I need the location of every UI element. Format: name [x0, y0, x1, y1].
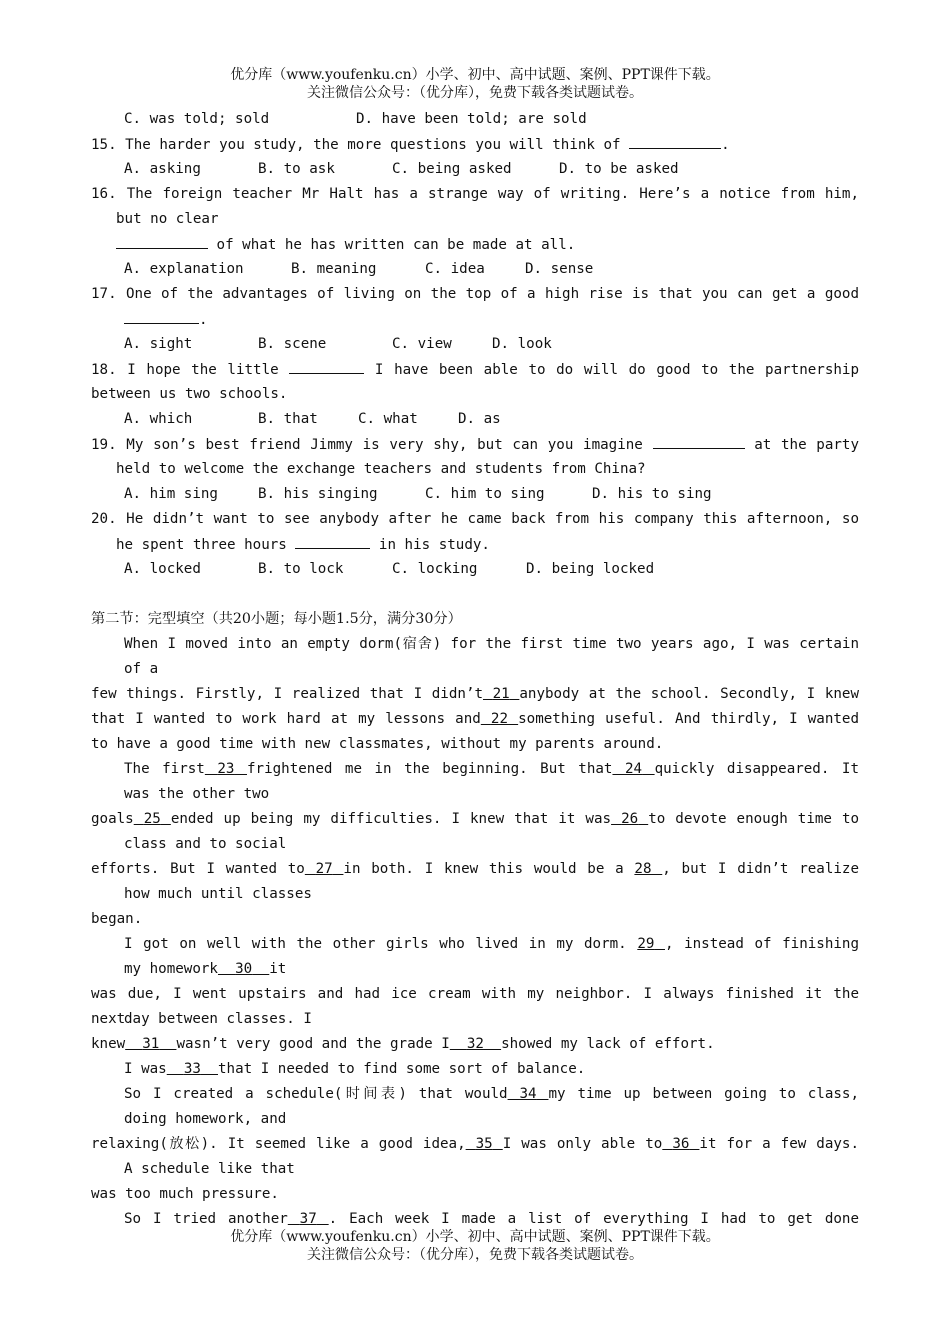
answer-blank	[629, 132, 721, 149]
blank-21	[483, 686, 519, 702]
page-header	[0, 66, 950, 102]
q18-option-a: A. which	[124, 411, 193, 427]
q20-stem-b: in his study.	[370, 537, 490, 553]
blank-31	[125, 1036, 176, 1052]
passage-text: knew	[91, 1036, 126, 1052]
q19-option-d: D. his to sing	[592, 486, 712, 502]
blank-33	[167, 1061, 218, 1077]
q17-option-d: D. look	[492, 336, 552, 352]
passage-line: was too much pressure.	[91, 1186, 279, 1202]
q14-option-c: C. was told; sold	[124, 111, 270, 127]
q15-option-a: A. asking	[124, 161, 201, 177]
page-footer	[0, 1228, 950, 1264]
passage-line: When I moved into an empty dorm(宿舍) for the first time two years ago, I was certain	[124, 636, 859, 652]
q20-option-b: B. to lock	[258, 561, 344, 577]
q18-option-d: D. as	[458, 411, 501, 427]
footer-line-2: 关注微信公众号：（优分库），免费下载各类试题试卷。	[307, 1247, 643, 1263]
blank-line	[91, 582, 859, 607]
q14-options	[91, 107, 859, 132]
blank-30	[218, 961, 269, 977]
passage-text: The first	[124, 761, 205, 777]
q16-stem-line-3-text: of what he has written can be made at all.	[208, 237, 576, 253]
blank-37	[288, 1211, 329, 1227]
passage-text: my homework	[124, 961, 218, 977]
q19-option-b: B. his singing	[258, 486, 378, 502]
blank-number: 28	[634, 861, 652, 877]
q16-option-d: D. sense	[525, 261, 594, 277]
q17-options	[91, 332, 859, 357]
q15-option-b: B. to ask	[258, 161, 335, 177]
passage-text: in both. I knew this would be a	[343, 861, 635, 877]
blank-23	[205, 761, 247, 777]
q20-option-a: A. locked	[124, 561, 201, 577]
q18-option-b: B. that	[258, 411, 318, 427]
passage-text: relaxing(放松). It seemed like a good idea,	[91, 1136, 466, 1152]
passage-line	[91, 857, 859, 882]
blank-number: 33	[183, 1061, 201, 1077]
answer-blank	[124, 307, 199, 324]
q19-stem-b: at the party	[744, 437, 859, 453]
passage-text: frightened me in the beginning. But that	[246, 761, 613, 777]
q19-option-a: A. him sing	[124, 486, 218, 502]
q15-stem-text: 15. The harder you study, the more questions you will think of	[91, 137, 621, 153]
passage-line	[91, 807, 859, 832]
passage-line	[91, 1132, 859, 1157]
passage-text: wasn’t very good and the grade I	[176, 1036, 450, 1052]
q15-option-c: C. being asked	[392, 161, 512, 177]
passage-text: So I tried another	[124, 1211, 288, 1227]
passage-text: So I created a schedule(时间表) that would	[124, 1086, 508, 1102]
q15-option-d: D. to be asked	[559, 161, 679, 177]
passage-text: efforts. But I wanted to	[91, 861, 305, 877]
passage-line: A schedule like that	[124, 1161, 295, 1177]
q16-stem-line-1: 16. The foreign teacher Mr Halt has a strange way of writing. Here’s a notice from him,	[91, 186, 859, 202]
q20-stem-line-1: 20. He didn’t want to see anybody after he came back from his company this afternoon, so	[91, 511, 859, 527]
footer-line-1: 优分库（www.youfenku.cn）小学、初中、高中试题、案例、PPT课件下载。	[230, 1229, 720, 1245]
blank-number: 32	[466, 1036, 484, 1052]
q20-stem-line-2	[91, 532, 859, 557]
q19-option-c: C. him to sing	[425, 486, 545, 502]
q15-stem-end: .	[721, 137, 730, 153]
passage-line: to have a good time with new classmates, without my parents around.	[91, 736, 664, 752]
blank-36	[662, 1136, 699, 1152]
passage-line	[91, 1032, 859, 1057]
q16-option-a: A. explanation	[124, 261, 244, 277]
answer-blank	[116, 232, 208, 249]
passage-text: few things. Firstly, I realized that I didn’t	[91, 686, 483, 702]
q16-option-b: B. meaning	[291, 261, 377, 277]
section-2-title: 第二节：完型填空（共20小题；每小题1.5分，满分30分）	[91, 611, 462, 627]
passage-text: ended up being my difficulties. I knew that it was	[170, 811, 612, 827]
q19-options	[91, 482, 859, 507]
blank-22	[481, 711, 518, 727]
passage-text: showed my lack of effort.	[501, 1036, 715, 1052]
passage-text: . Each week I made a list of everything I had to get done	[328, 1211, 859, 1227]
blank-number: 37	[299, 1211, 317, 1227]
blank-number: 27	[315, 861, 333, 877]
blank-number: 25	[143, 811, 161, 827]
passage-text: , but I didn’t realize	[662, 861, 859, 877]
q17-stem-line-2	[91, 307, 859, 332]
blank-32	[450, 1036, 501, 1052]
passage-line	[91, 1057, 859, 1082]
passage-text: that I needed to find some sort of balance.	[218, 1061, 586, 1077]
q18-stem-line-2: between us two schools.	[91, 386, 288, 402]
passage-line	[91, 707, 859, 732]
q18-stem-a: 18. I hope the little	[91, 362, 279, 378]
blank-number: 30	[235, 961, 253, 977]
q20-option-d: D. being locked	[526, 561, 655, 577]
q19-stem-a: 19. My son’s best friend Jimmy is very shy, but can you imagine	[91, 437, 643, 453]
blank-number: 23	[217, 761, 235, 777]
blank-number: 36	[672, 1136, 690, 1152]
passage-line: of a	[124, 661, 159, 677]
q19-stem-line-2: held to welcome the exchange teachers and students from China?	[116, 461, 646, 477]
passage-line	[91, 682, 859, 707]
blank-24	[612, 761, 654, 777]
passage-line: day between classes. I	[124, 1011, 312, 1027]
passage-line	[91, 932, 859, 957]
blank-number: 31	[142, 1036, 160, 1052]
q20-stem-a: he spent three hours	[116, 537, 287, 553]
blank-29	[637, 936, 665, 952]
q16-option-c: C. idea	[425, 261, 485, 277]
q20-option-c: C. locking	[392, 561, 478, 577]
q18-option-c: C. what	[358, 411, 418, 427]
passage-line	[91, 1082, 859, 1107]
passage-text: my time up between going to class,	[548, 1086, 860, 1102]
answer-blank	[289, 357, 364, 374]
q19-stem-line-1	[91, 432, 859, 457]
passage-line: doing homework, and	[124, 1111, 287, 1127]
q18-options	[91, 407, 859, 432]
q18-stem-b: I have been able to do will do good to the partnership	[364, 362, 860, 378]
blank-number: 22	[490, 711, 509, 727]
passage-text: quickly disappeared. It	[654, 761, 859, 777]
passage-text: it for a few days.	[699, 1136, 859, 1152]
blank-26	[611, 811, 648, 827]
blank-number: 35	[475, 1136, 493, 1152]
passage-text: goals	[91, 811, 134, 827]
q17-option-b: B. scene	[258, 336, 327, 352]
q15-stem	[91, 132, 859, 157]
q16-stem-line-2: but no clear	[116, 211, 219, 227]
blank-25	[134, 811, 171, 827]
blank-number: 34	[519, 1086, 537, 1102]
passage-text: I was only able to	[502, 1136, 663, 1152]
q17-option-c: C. view	[392, 336, 452, 352]
q18-stem-line-1	[91, 357, 859, 382]
blank-number: 29	[637, 936, 655, 952]
passage-text: that I wanted to work hard at my lessons and	[91, 711, 481, 727]
q17-stem-line-1: 17. One of the advantages of living on the top of a high rise is that you can get a good	[91, 286, 859, 302]
q17-option-a: A. sight	[124, 336, 193, 352]
blank-34	[508, 1086, 549, 1102]
q14-option-d: D. have been told; are sold	[356, 111, 587, 127]
q20-options	[91, 557, 859, 582]
passage-line	[91, 957, 859, 982]
blank-35	[466, 1136, 503, 1152]
blank-number: 21	[492, 686, 510, 702]
passage-text: , instead of finishing	[664, 936, 859, 952]
blank-27	[305, 861, 344, 877]
blank-number: 24	[624, 761, 643, 777]
passage-line: began.	[91, 911, 143, 927]
answer-blank	[295, 532, 370, 549]
q15-options	[91, 157, 859, 182]
passage-text: I was	[124, 1061, 167, 1077]
passage-line: was due, I went upstairs and had ice cream with my neighbor. I always finished it the next	[91, 986, 859, 1027]
passage-text: anybody at the school. Secondly, I knew	[519, 686, 860, 702]
passage-line: class and to social	[124, 836, 287, 852]
passage-text: something useful. And thirdly, I wanted	[518, 711, 860, 727]
passage-line	[91, 757, 859, 782]
passage-line: how much until classes	[124, 886, 312, 902]
header-line-2: 关注微信公众号：（优分库），免费下载各类试题试卷。	[307, 85, 643, 101]
q16-options	[91, 257, 859, 282]
blank-28	[634, 861, 662, 877]
passage-text: to devote enough time to	[648, 811, 860, 827]
passage-text: it	[269, 961, 287, 977]
q16-stem-line-3	[91, 232, 859, 257]
passage-text: I got on well with the other girls who lived in my dorm.	[124, 936, 638, 952]
answer-blank	[653, 432, 745, 449]
blank-number: 26	[621, 811, 639, 827]
document-body	[91, 107, 859, 1232]
header-line-1: 优分库（www.youfenku.cn）小学、初中、高中试题、案例、PPT课件下载。	[230, 67, 720, 83]
passage-line: was the other two	[124, 786, 270, 802]
q17-stem-end: .	[199, 312, 208, 328]
